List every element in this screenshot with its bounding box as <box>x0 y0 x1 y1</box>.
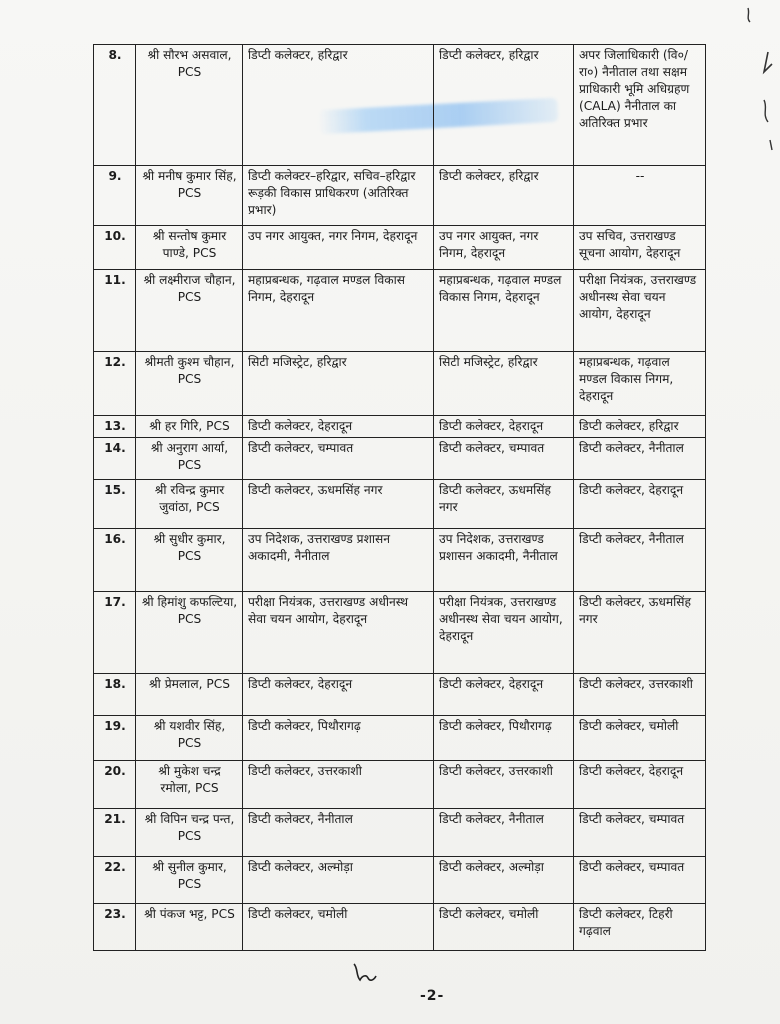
additional-charge: अपर जिलाधिकारी (वि०/रा०) नैनीताल तथा सक्षम प्राधिकारी भूमि अधिग्रहण (CALA) नैनीताल का अतिरिक्त प्रभार <box>574 45 706 166</box>
new-posting: डिप्टी कलेक्टर, उत्तरकाशी <box>434 761 574 809</box>
new-posting: डिप्टी कलेक्टर, देहरादून <box>434 416 574 438</box>
serial-number: 18. <box>94 674 136 716</box>
page-number: -2- <box>420 988 445 1004</box>
table-row <box>94 226 706 270</box>
current-posting: उप नगर आयुक्त, नगर निगम, देहरादून <box>243 226 434 270</box>
officer-name: श्री सौरभ असवाल, PCS <box>136 45 243 166</box>
officer-name: श्री सुधीर कुमार, PCS <box>136 529 243 592</box>
table-row <box>94 352 706 416</box>
additional-charge: डिप्टी कलेक्टर, नैनीताल <box>574 438 706 480</box>
additional-charge: डिप्टी कलेक्टर, चम्पावत <box>574 809 706 857</box>
serial-number: 14. <box>94 438 136 480</box>
current-posting: उप निदेशक, उत्तराखण्ड प्रशासन अकादमी, नैनीताल <box>243 529 434 592</box>
current-posting: डिप्टी कलेक्टर, चम्पावत <box>243 438 434 480</box>
serial-number: 16. <box>94 529 136 592</box>
table-row <box>94 529 706 592</box>
serial-number: 17. <box>94 592 136 674</box>
additional-charge: -- <box>574 166 706 226</box>
officer-name: श्री प्रेमलाल, PCS <box>136 674 243 716</box>
handwritten-initials <box>348 958 380 988</box>
new-posting: डिप्टी कलेक्टर, हरिद्वार <box>434 166 574 226</box>
table-row <box>94 416 706 438</box>
officer-name: श्री हिमांशु कफल्टिया, PCS <box>136 592 243 674</box>
table-row <box>94 270 706 352</box>
officer-name: श्री विपिन चन्द्र पन्त, PCS <box>136 809 243 857</box>
serial-number: 22. <box>94 857 136 904</box>
transfer-orders-table <box>93 44 706 951</box>
table-row <box>94 761 706 809</box>
new-posting: डिप्टी कलेक्टर, चम्पावत <box>434 438 574 480</box>
new-posting: डिप्टी कलेक्टर, चमोली <box>434 904 574 951</box>
current-posting: डिप्टी कलेक्टर, देहरादून <box>243 674 434 716</box>
new-posting: डिप्टी कलेक्टर, ऊधमसिंह नगर <box>434 480 574 529</box>
officer-name: श्री सुनील कुमार, PCS <box>136 857 243 904</box>
officer-name: श्री यशवीर सिंह, PCS <box>136 716 243 761</box>
serial-number: 11. <box>94 270 136 352</box>
current-posting: डिप्टी कलेक्टर, अल्मोड़ा <box>243 857 434 904</box>
additional-charge: परीक्षा नियंत्रक, उत्तराखण्ड अधीनस्थ सेवा चयन आयोग, देहरादून <box>574 270 706 352</box>
table-row <box>94 438 706 480</box>
new-posting: डिप्टी कलेक्टर, नैनीताल <box>434 809 574 857</box>
serial-number: 21. <box>94 809 136 857</box>
current-posting: डिप्टी कलेक्टर, चमोली <box>243 904 434 951</box>
table-row <box>94 480 706 529</box>
serial-number: 10. <box>94 226 136 270</box>
table-row <box>94 809 706 857</box>
current-posting: महाप्रबन्धक, गढ़वाल मण्डल विकास निगम, देहरादून <box>243 270 434 352</box>
current-posting: डिप्टी कलेक्टर–हरिद्वार, सचिव–हरिद्वार रूड़की विकास प्राधिकरण (अतिरिक्त प्रभार) <box>243 166 434 226</box>
new-posting: महाप्रबन्धक, गढ़वाल मण्डल विकास निगम, देहरादून <box>434 270 574 352</box>
new-posting: डिप्टी कलेक्टर, अल्मोड़ा <box>434 857 574 904</box>
new-posting: उप नगर आयुक्त, नगर निगम, देहरादून <box>434 226 574 270</box>
table-row <box>94 592 706 674</box>
new-posting: डिप्टी कलेक्टर, पिथौरागढ़ <box>434 716 574 761</box>
table-row <box>94 857 706 904</box>
officer-name: श्री मनीष कुमार सिंह, PCS <box>136 166 243 226</box>
officer-name: श्री मुकेश चन्द्र रमोला, PCS <box>136 761 243 809</box>
additional-charge: उप सचिव, उत्तराखण्ड सूचना आयोग, देहरादून <box>574 226 706 270</box>
current-posting: डिप्टी कलेक्टर, देहरादून <box>243 416 434 438</box>
current-posting: डिप्टी कलेक्टर, ऊधमसिंह नगर <box>243 480 434 529</box>
current-posting: डिप्टी कलेक्टर, हरिद्वार <box>243 45 434 166</box>
additional-charge: डिप्टी कलेक्टर, उत्तरकाशी <box>574 674 706 716</box>
current-posting: डिप्टी कलेक्टर, उत्तरकाशी <box>243 761 434 809</box>
additional-charge: डिप्टी कलेक्टर, देहरादून <box>574 480 706 529</box>
officer-name: श्री सन्तोष कुमार पाण्डे, PCS <box>136 226 243 270</box>
table-row <box>94 166 706 226</box>
serial-number: 9. <box>94 166 136 226</box>
officer-name: श्रीमती कुश्म चौहान, PCS <box>136 352 243 416</box>
new-posting: डिप्टी कलेक्टर, हरिद्वार <box>434 45 574 166</box>
serial-number: 12. <box>94 352 136 416</box>
officer-name: श्री पंकज भट्ट, PCS <box>136 904 243 951</box>
additional-charge: डिप्टी कलेक्टर, चम्पावत <box>574 857 706 904</box>
table-row <box>94 716 706 761</box>
serial-number: 13. <box>94 416 136 438</box>
additional-charge: डिप्टी कलेक्टर, देहरादून <box>574 761 706 809</box>
additional-charge: डिप्टी कलेक्टर, टिहरी गढ़वाल <box>574 904 706 951</box>
table-row <box>94 674 706 716</box>
new-posting: सिटी मजिस्ट्रेट, हरिद्वार <box>434 352 574 416</box>
current-posting: डिप्टी कलेक्टर, नैनीताल <box>243 809 434 857</box>
serial-number: 20. <box>94 761 136 809</box>
margin-pen-marks <box>728 0 780 170</box>
current-posting: डिप्टी कलेक्टर, पिथौरागढ़ <box>243 716 434 761</box>
additional-charge: डिप्टी कलेक्टर, नैनीताल <box>574 529 706 592</box>
new-posting: उप निदेशक, उत्तराखण्ड प्रशासन अकादमी, नैनीताल <box>434 529 574 592</box>
table-row <box>94 45 706 166</box>
serial-number: 19. <box>94 716 136 761</box>
officer-name: श्री हर गिरि, PCS <box>136 416 243 438</box>
current-posting: सिटी मजिस्ट्रेट, हरिद्वार <box>243 352 434 416</box>
additional-charge: डिप्टी कलेक्टर, ऊधमसिंह नगर <box>574 592 706 674</box>
new-posting: डिप्टी कलेक्टर, देहरादून <box>434 674 574 716</box>
additional-charge: डिप्टी कलेक्टर, चमोली <box>574 716 706 761</box>
officer-name: श्री अनुराग आर्या, PCS <box>136 438 243 480</box>
table-row <box>94 904 706 951</box>
additional-charge: महाप्रबन्धक, गढ़वाल मण्डल विकास निगम, देहरादून <box>574 352 706 416</box>
new-posting: परीक्षा नियंत्रक, उत्तराखण्ड अधीनस्थ सेवा चयन आयोग, देहरादून <box>434 592 574 674</box>
serial-number: 8. <box>94 45 136 166</box>
current-posting: परीक्षा नियंत्रक, उत्तराखण्ड अधीनस्थ सेवा चयन आयोग, देहरादून <box>243 592 434 674</box>
serial-number: 23. <box>94 904 136 951</box>
officer-name: श्री लक्ष्मीराज चौहान, PCS <box>136 270 243 352</box>
officer-name: श्री रविन्द्र कुमार जुवांठा, PCS <box>136 480 243 529</box>
serial-number: 15. <box>94 480 136 529</box>
additional-charge: डिप्टी कलेक्टर, हरिद्वार <box>574 416 706 438</box>
